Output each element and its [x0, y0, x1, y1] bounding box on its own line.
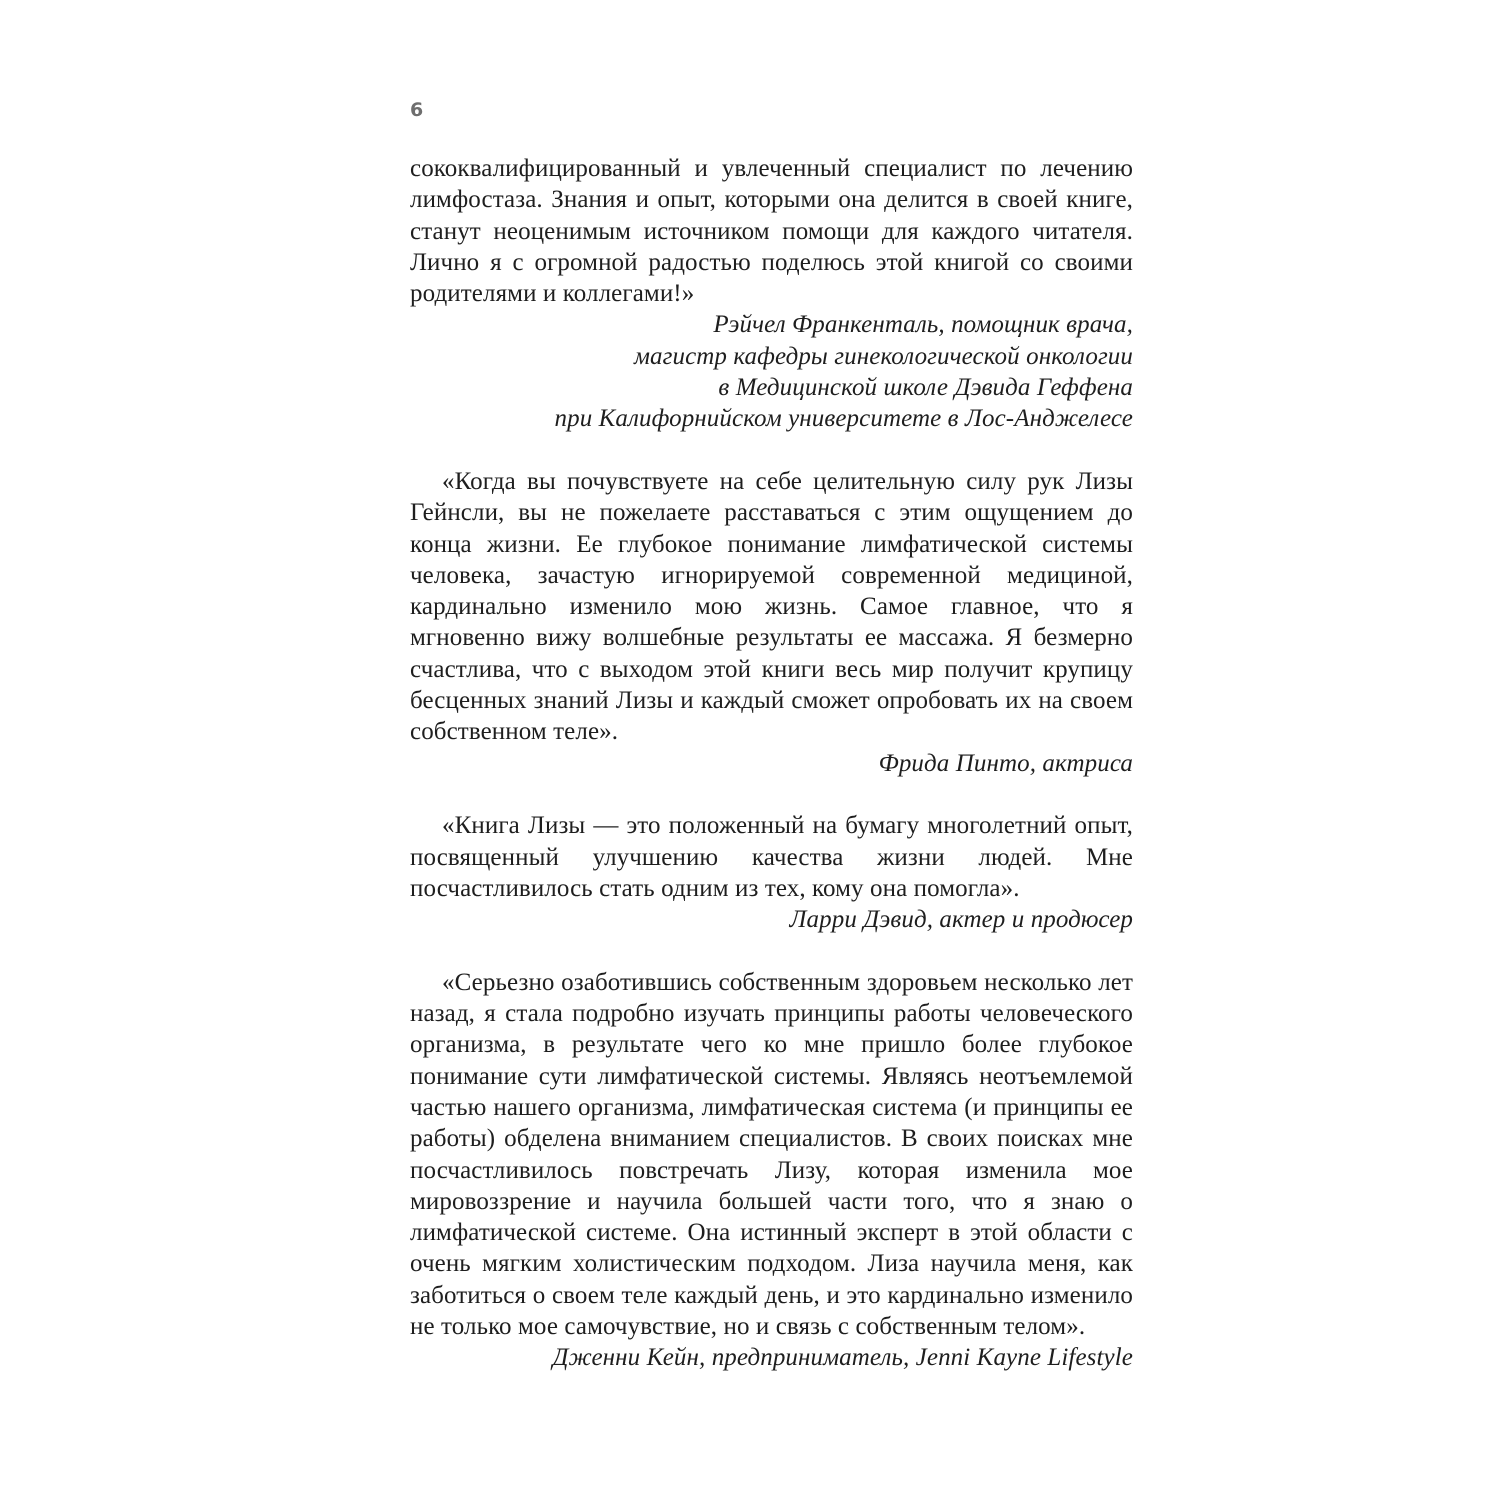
testimonial-text: «Когда вы почувствуете на себе целительную силу рук Лизы Гейнсли, вы не пожелаете расставаться с этим ощущением до конца жизни. Ее глубокое понимание лимфатической системы человека, зачастую игнорируемой современной медициной, кардинально изменило мою жизнь. Самое главное, что я мгновенно вижу волшебные результаты ее массажа. Я безмерно счастлива, что с выходом этой книги весь мир получит крупицу бесценных знаний Лизы и каждый сможет опробовать их на своем собственном теле». [410, 467, 1133, 746]
testimonial-attribution [410, 1342, 1133, 1373]
paragraph-gap [410, 935, 1133, 966]
attribution-line: Фрида Пинто, актриса [878, 749, 1133, 777]
page-number: 6 [410, 99, 424, 121]
attribution-line: Дженни Кейн, предприниматель, Jenni Kayne Lifestyle [552, 1344, 1133, 1372]
attribution-line: Рэйчел Франкенталь, помощник врача, [713, 311, 1133, 339]
paragraph-gap [410, 779, 1133, 810]
testimonial-text: сококвалифицированный и увлеченный специалист по лечению лимфостаза. Знания и опыт, которыми она делится в своей книге, станут неоценимым источником помощи для каждого читателя. Лично я с огромной радостью поделюсь этой книгой со своими родителями и коллегами!» [410, 155, 1133, 308]
attribution-line: при Калифорнийском университете в Лос-Анджелесе [554, 405, 1133, 433]
text-column [410, 153, 1133, 1374]
attribution-line: в Медицинской школе Дэвида Геффена [718, 374, 1133, 402]
testimonial-2 [410, 466, 1133, 779]
attribution-line: Ларри Дэвид, актер и продюсер [789, 906, 1133, 934]
testimonial-text: «Серьезно озаботившись собственным здоровьем несколько лет назад, я стала подробно изучать принципы работы человеческого организма, в результате чего ко мне пришло более глубокое понимание сути лимфатической системы. Являясь неотъемлемой частью нашего организма, лимфатическая система (и принципы ее работы) обделена вниманием специалистов. В своих поисках мне посчастливилось повстречать Лизу, которая изменила мое мировоззрение и научила большей части того, что я знаю о лимфатической системе. Она истинный эксперт в этой области с очень мягким холистическим подходом. Лиза научила меня, как заботиться о своем теле каждый день, и это кардинально изменило не только мое самочувствие, но и связь с собственным телом». [410, 968, 1133, 1340]
testimonial-1 [410, 153, 1133, 435]
testimonial-attribution [410, 309, 1133, 434]
testimonial-3 [410, 810, 1133, 935]
paragraph-gap [410, 435, 1133, 466]
testimonial-text: «Книга Лизы — это положенный на бумагу многолетний опыт, посвященный улучшению качества жизни людей. Мне посчастливилось стать одним из тех, кому она помогла». [410, 812, 1133, 902]
attribution-line: магистр кафедры гинекологической онкологии [633, 342, 1133, 370]
testimonial-attribution [410, 748, 1133, 779]
testimonial-attribution [410, 904, 1133, 935]
testimonial-4 [410, 967, 1133, 1374]
